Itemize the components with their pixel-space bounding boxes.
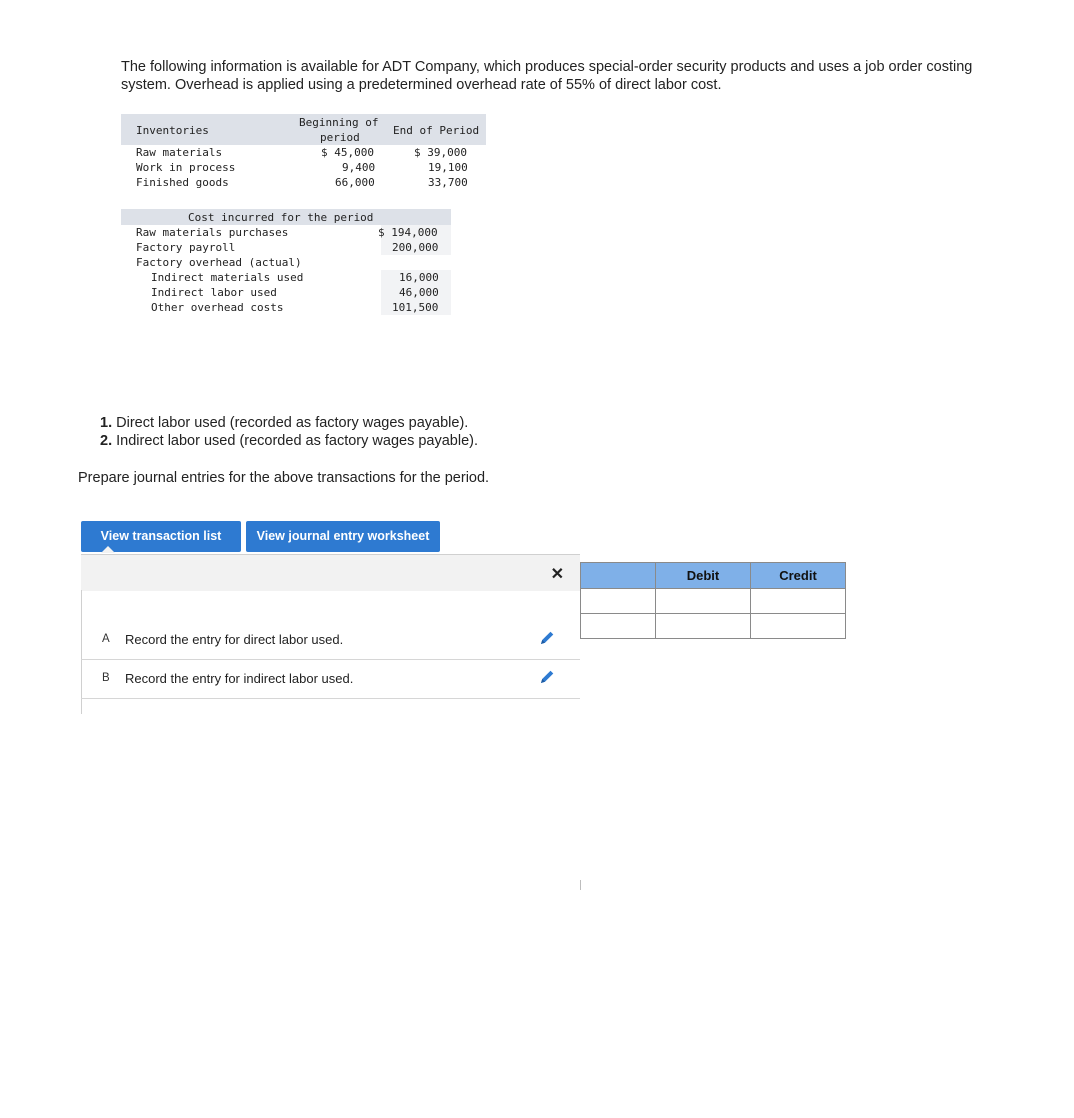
cost-row-value: 200,000 [392,241,439,254]
cost-row-value: 101,500 [392,301,439,314]
journal-row [581,589,846,614]
inventories-header-label: Inventories [136,124,209,137]
inv-row-end: $ 39,000 [414,146,467,159]
inv-row-end: 33,700 [428,176,468,189]
cost-row-value: 16,000 [399,271,439,284]
active-button-caret [101,546,115,553]
inv-row-label: Raw materials [136,146,223,159]
divider-mark [580,880,581,890]
inv-row-end: 19,100 [428,161,468,174]
inv-row-begin: 9,400 [342,161,376,174]
journal-entry-table [580,562,846,639]
cost-row-label: Factory overhead (actual) [136,256,302,269]
journal-cell-debit[interactable] [656,614,751,639]
cost-row-label: Indirect materials used [151,271,304,284]
inv-row-label: Finished goods [136,176,229,189]
cost-row-value: 46,000 [399,286,439,299]
cost-row-label: Indirect labor used [151,286,277,299]
question-text: Indirect labor used (recorded as factory wages payable). [116,433,479,449]
edit-pencil-icon[interactable] [537,628,557,651]
edit-pencil-icon[interactable] [537,667,557,690]
cost-row-label: Other overhead costs [151,301,284,314]
transaction-text: Record the entry for direct labor used. [125,632,344,647]
inv-row-begin: 66,000 [335,176,375,189]
transaction-letter: A [102,633,110,645]
journal-cell-credit[interactable] [751,614,846,639]
question-item [100,414,478,432]
journal-cell-debit[interactable] [656,589,751,614]
journal-header-account [581,563,656,589]
journal-header-credit: Credit [751,563,846,589]
cost-row-label: Raw materials purchases [136,226,289,239]
journal-header-debit: Debit [656,563,751,589]
inv-row-begin: $ 45,000 [321,146,374,159]
journal-cell-account[interactable] [581,614,656,639]
question-item [100,432,478,450]
journal-row [581,614,846,639]
journal-cell-credit[interactable] [751,589,846,614]
view-transaction-list-button[interactable]: View transaction list [81,521,241,552]
question-number: 1. [100,415,113,431]
transaction-letter: B [102,672,110,684]
transaction-list-panel [81,554,580,714]
question-list [100,414,478,450]
journal-cell-account[interactable] [581,589,656,614]
instruction-text: Prepare journal entries for the above transactions for the period. [78,470,490,486]
inv-row-label: Work in process [136,161,236,174]
col-end: End of Period [393,124,480,137]
transaction-row[interactable] [81,620,580,660]
col-begin-line1: Beginning of [299,116,379,129]
costs-header: Cost incurred for the period [188,211,374,224]
cost-row-value: $ 194,000 [378,226,438,239]
col-begin-line2: period [320,131,360,144]
close-icon[interactable]: ✕ [550,566,564,583]
transaction-text: Record the entry for indirect labor used. [125,671,354,686]
view-journal-entry-worksheet-button[interactable]: View journal entry worksheet [246,521,440,552]
problem-intro: The following information is available for ADT Company, which produces special-order security products and uses a job order costing system. Overhead is applied using a predetermined overhead rate of 55% of direct labor cost. [121,59,973,93]
question-text: Direct labor used (recorded as factory wages payable). [116,415,469,431]
panel-topbar [81,554,580,591]
journal-header-row [581,563,846,589]
question-number: 2. [100,433,113,449]
cost-row-label: Factory payroll [136,241,236,254]
transaction-row[interactable] [81,659,580,699]
